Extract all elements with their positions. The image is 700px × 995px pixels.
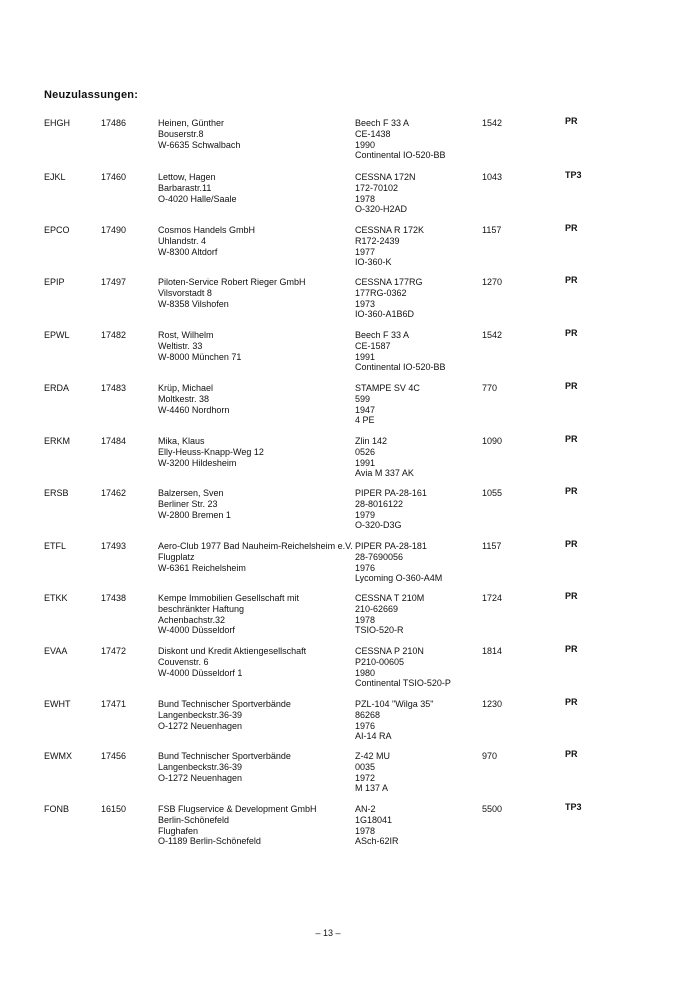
aircraft-line: ASch-62IR bbox=[355, 836, 399, 847]
owner-line: O-1272 Neuenhagen bbox=[158, 720, 243, 731]
aircraft-line: 1977 bbox=[355, 246, 376, 257]
owner-address bbox=[158, 593, 353, 636]
registration-mark: ERKM bbox=[44, 436, 71, 446]
aircraft-line: 1978 bbox=[355, 614, 376, 625]
owner-line: W-6635 Schwalbach bbox=[158, 139, 241, 150]
aircraft-details bbox=[355, 225, 475, 268]
owner-line: Cosmos Handels GmbH bbox=[158, 225, 256, 235]
owner-line: Heinen, Günther bbox=[158, 118, 225, 128]
owner-address bbox=[158, 383, 353, 415]
registration-number: 17486 bbox=[101, 118, 127, 128]
registration-mark: EWMX bbox=[44, 751, 72, 761]
aircraft-line: 210-62669 bbox=[355, 603, 399, 614]
owner-line: Achenbachstr.32 bbox=[158, 614, 226, 625]
registration-mark: EVAA bbox=[44, 646, 68, 656]
usage-category: PR bbox=[565, 539, 578, 549]
aircraft-details bbox=[355, 593, 475, 636]
aircraft-line: CESSNA 172N bbox=[355, 172, 416, 182]
aircraft-line: Continental IO-520-BB bbox=[355, 362, 446, 373]
aircraft-details bbox=[355, 751, 475, 794]
aircraft-line: Avia M 337 AK bbox=[355, 468, 414, 479]
owner-line: beschränkter Haftung bbox=[158, 603, 245, 614]
aircraft-line: O-320-D3G bbox=[355, 520, 402, 531]
usage-category: PR bbox=[565, 591, 578, 601]
owner-line: Balzersen, Sven bbox=[158, 488, 224, 498]
aircraft-line: TSIO-520-R bbox=[355, 625, 404, 636]
aircraft-line: 1990 bbox=[355, 139, 376, 150]
aircraft-line: 177RG-0362 bbox=[355, 287, 407, 298]
aircraft-details bbox=[355, 383, 475, 426]
owner-line: Flugplatz bbox=[158, 551, 195, 562]
max-weight: 1157 bbox=[482, 225, 502, 235]
owner-line: Kempe Immobilien Gesellschaft mit bbox=[158, 593, 300, 603]
aircraft-line: 1991 bbox=[355, 351, 376, 362]
owner-line: W-8000 München 71 bbox=[158, 351, 242, 362]
owner-line: Berlin-Schönefeld bbox=[158, 814, 230, 825]
aircraft-line: 599 bbox=[355, 393, 371, 404]
aircraft-line: 28-8016122 bbox=[355, 498, 404, 509]
max-weight: 1157 bbox=[482, 541, 502, 551]
aircraft-details bbox=[355, 488, 475, 531]
registration-number: 17497 bbox=[101, 277, 127, 287]
aircraft-line: PIPER PA-28-161 bbox=[355, 488, 427, 498]
registration-mark: EWHT bbox=[44, 699, 71, 709]
aircraft-details bbox=[355, 646, 475, 689]
section-heading: Neuzulassungen: bbox=[44, 89, 139, 101]
usage-category: PR bbox=[565, 486, 578, 496]
aircraft-line: Zlin 142 bbox=[355, 436, 388, 446]
aircraft-line: 1G18041 bbox=[355, 814, 393, 825]
max-weight: 1090 bbox=[482, 436, 503, 446]
aircraft-line: 1972 bbox=[355, 772, 376, 783]
aircraft-line: 1976 bbox=[355, 720, 376, 731]
owner-line: Bund Technischer Sportverbände bbox=[158, 751, 291, 761]
aircraft-details bbox=[355, 541, 475, 584]
owner-address bbox=[158, 436, 353, 468]
registration-mark: ETKK bbox=[44, 593, 68, 603]
aircraft-line: PZL-104 "Wilga 35" bbox=[355, 699, 434, 709]
owner-address bbox=[158, 225, 353, 257]
usage-category: PR bbox=[565, 697, 578, 707]
owner-line: Mika, Klaus bbox=[158, 436, 205, 446]
aircraft-line: Beech F 33 A bbox=[355, 118, 410, 128]
aircraft-line: CESSNA R 172K bbox=[355, 225, 425, 235]
aircraft-line: 1973 bbox=[355, 298, 376, 309]
max-weight: 1724 bbox=[482, 593, 503, 603]
aircraft-line: Beech F 33 A bbox=[355, 330, 410, 340]
max-weight: 5500 bbox=[482, 804, 503, 814]
registration-number: 16150 bbox=[101, 804, 127, 814]
usage-category: PR bbox=[565, 328, 578, 338]
owner-line: W-6361 Reichelsheim bbox=[158, 562, 246, 573]
max-weight: 1230 bbox=[482, 699, 503, 709]
aircraft-line: 86268 bbox=[355, 709, 381, 720]
usage-category: PR bbox=[565, 749, 578, 759]
usage-category: TP3 bbox=[565, 802, 582, 812]
aircraft-line: Continental TSIO-520-P bbox=[355, 678, 451, 689]
owner-line: Berliner Str. 23 bbox=[158, 498, 218, 509]
max-weight: 770 bbox=[482, 383, 498, 393]
max-weight: 970 bbox=[482, 751, 498, 761]
owner-line: Moltkestr. 38 bbox=[158, 393, 210, 404]
owner-line: W-2800 Bremen 1 bbox=[158, 509, 231, 520]
owner-address bbox=[158, 804, 353, 847]
owner-line: Flughafen bbox=[158, 825, 199, 836]
aircraft-line: Z-42 MU bbox=[355, 751, 391, 761]
aircraft-line: IO-360-A1B6D bbox=[355, 309, 415, 320]
owner-address bbox=[158, 488, 353, 520]
owner-line: W-8358 Vilshofen bbox=[158, 298, 229, 309]
owner-line: Vilsvorstadt 8 bbox=[158, 287, 212, 298]
owner-line: Krüp, Michael bbox=[158, 383, 214, 393]
owner-line: O-4020 Halle/Saale bbox=[158, 193, 237, 204]
registration-mark: ERSB bbox=[44, 488, 69, 498]
owner-line: Langenbeckstr.36-39 bbox=[158, 709, 243, 720]
usage-category: PR bbox=[565, 381, 578, 391]
registration-mark: EPWL bbox=[44, 330, 70, 340]
aircraft-line: 1947 bbox=[355, 404, 376, 415]
aircraft-line: 4 PE bbox=[355, 415, 375, 426]
aircraft-line: 28-7690056 bbox=[355, 551, 404, 562]
aircraft-details bbox=[355, 172, 475, 215]
aircraft-line: 0526 bbox=[355, 446, 376, 457]
max-weight: 1270 bbox=[482, 277, 503, 287]
registration-number: 17490 bbox=[101, 225, 127, 235]
owner-address bbox=[158, 646, 353, 678]
registration-number: 17483 bbox=[101, 383, 127, 393]
owner-line: Rost, Wilhelm bbox=[158, 330, 214, 340]
aircraft-details bbox=[355, 118, 475, 161]
usage-category: PR bbox=[565, 644, 578, 654]
aircraft-line: 1978 bbox=[355, 193, 376, 204]
usage-category: TP3 bbox=[565, 170, 582, 180]
aircraft-details bbox=[355, 277, 475, 320]
owner-line: Aero-Club 1977 Bad Nauheim-Reichelsheim e.V. bbox=[158, 541, 353, 551]
owner-address bbox=[158, 699, 353, 731]
owner-line: W-4460 Nordhorn bbox=[158, 404, 230, 415]
aircraft-line: 172-70102 bbox=[355, 182, 399, 193]
owner-line: O-1189 Berlin-Schönefeld bbox=[158, 836, 261, 847]
aircraft-line: Lycoming O-360-A4M bbox=[355, 573, 443, 584]
registration-number: 17456 bbox=[101, 751, 127, 761]
usage-category: PR bbox=[565, 275, 578, 285]
owner-address bbox=[158, 541, 353, 573]
registration-number: 17482 bbox=[101, 330, 127, 340]
registration-mark: ETFL bbox=[44, 541, 67, 551]
registration-number: 17438 bbox=[101, 593, 127, 603]
registration-number: 17460 bbox=[101, 172, 127, 182]
aircraft-line: CESSNA T 210M bbox=[355, 593, 425, 603]
owner-address bbox=[158, 751, 353, 783]
owner-line: Barbarastr.11 bbox=[158, 182, 212, 193]
aircraft-line: 1980 bbox=[355, 667, 376, 678]
aircraft-line: P210-00605 bbox=[355, 656, 405, 667]
owner-line: Couvenstr. 6 bbox=[158, 656, 209, 667]
registration-mark: EPCO bbox=[44, 225, 70, 235]
owner-address bbox=[158, 172, 353, 204]
registration-number: 17462 bbox=[101, 488, 127, 498]
owner-line: Lettow, Hagen bbox=[158, 172, 216, 182]
registration-mark: EJKL bbox=[44, 172, 66, 182]
aircraft-details bbox=[355, 436, 475, 479]
owner-line: Uhlandstr. 4 bbox=[158, 235, 207, 246]
aircraft-details bbox=[355, 330, 475, 373]
owner-line: Bouserstr.8 bbox=[158, 128, 204, 139]
aircraft-line: CESSNA 177RG bbox=[355, 277, 423, 287]
aircraft-line: CE-1587 bbox=[355, 340, 391, 351]
registration-mark: EPIP bbox=[44, 277, 65, 287]
aircraft-line: CESSNA P 210N bbox=[355, 646, 424, 656]
owner-line: W-3200 Hildesheim bbox=[158, 457, 237, 468]
registration-mark: FONB bbox=[44, 804, 70, 814]
owner-line: Elly-Heuss-Knapp-Weg 12 bbox=[158, 446, 264, 457]
aircraft-line: 1976 bbox=[355, 562, 376, 573]
page-number: – 13 – bbox=[315, 928, 341, 938]
owner-line: W-4000 Düsseldorf bbox=[158, 625, 235, 636]
max-weight: 1043 bbox=[482, 172, 503, 182]
registration-number: 17472 bbox=[101, 646, 127, 656]
registration-number: 17493 bbox=[101, 541, 127, 551]
owner-line: O-1272 Neuenhagen bbox=[158, 772, 243, 783]
usage-category: PR bbox=[565, 116, 578, 126]
owner-line: Weltistr. 33 bbox=[158, 340, 203, 351]
max-weight: 1542 bbox=[482, 330, 503, 340]
registration-mark: ERDA bbox=[44, 383, 70, 393]
aircraft-line: 1991 bbox=[355, 457, 376, 468]
aircraft-details bbox=[355, 804, 475, 847]
usage-category: PR bbox=[565, 223, 578, 233]
aircraft-line: STAMPE SV 4C bbox=[355, 383, 420, 393]
usage-category: PR bbox=[565, 434, 578, 444]
aircraft-line: AN-2 bbox=[355, 804, 376, 814]
aircraft-details bbox=[355, 699, 475, 742]
registration-number: 17471 bbox=[101, 699, 127, 709]
max-weight: 1814 bbox=[482, 646, 503, 656]
aircraft-line: AI-14 RA bbox=[355, 731, 392, 742]
owner-line: FSB Flugservice & Development GmbH bbox=[158, 804, 317, 814]
aircraft-line: R172-2439 bbox=[355, 235, 400, 246]
owner-line: W-4000 Düsseldorf 1 bbox=[158, 667, 243, 678]
aircraft-line: 1979 bbox=[355, 509, 376, 520]
aircraft-line: IO-360-K bbox=[355, 257, 392, 268]
max-weight: 1055 bbox=[482, 488, 503, 498]
aircraft-line: CE-1438 bbox=[355, 128, 391, 139]
aircraft-line: M 137 A bbox=[355, 783, 389, 794]
owner-line: Diskont und Kredit Aktiengesellschaft bbox=[158, 646, 307, 656]
page-footer bbox=[0, 928, 700, 938]
owner-line: Piloten-Service Robert Rieger GmbH bbox=[158, 277, 306, 287]
owner-line: W-8300 Altdorf bbox=[158, 246, 218, 257]
aircraft-line: O-320-H2AD bbox=[355, 204, 408, 215]
registration-mark: EHGH bbox=[44, 118, 71, 128]
owner-address bbox=[158, 277, 353, 309]
owner-address bbox=[158, 118, 353, 150]
aircraft-line: PIPER PA-28-181 bbox=[355, 541, 427, 551]
registration-number: 17484 bbox=[101, 436, 127, 446]
aircraft-line: 1978 bbox=[355, 825, 376, 836]
max-weight: 1542 bbox=[482, 118, 503, 128]
owner-line: Langenbeckstr.36-39 bbox=[158, 761, 243, 772]
aircraft-line: Continental IO-520-BB bbox=[355, 150, 446, 161]
aircraft-line: 0035 bbox=[355, 761, 376, 772]
owner-line: Bund Technischer Sportverbände bbox=[158, 699, 291, 709]
owner-address bbox=[158, 330, 353, 362]
